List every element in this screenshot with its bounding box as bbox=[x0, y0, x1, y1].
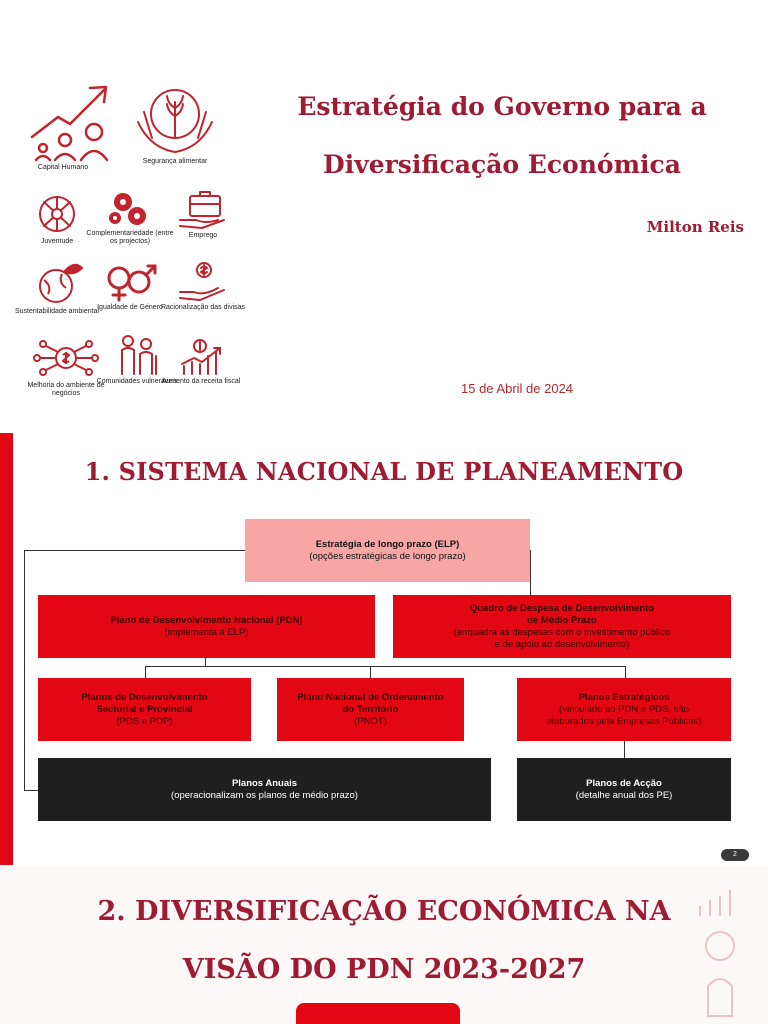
box-subtitle: (implementa a ELP) bbox=[164, 626, 249, 638]
box-title: Estratégia de longo prazo (ELP) bbox=[315, 538, 460, 550]
slide-title: 1. SISTEMA NACIONAL DE PLANEAMENTO bbox=[84, 457, 684, 486]
icon-emprego bbox=[158, 190, 248, 240]
icon-label: Igualdade de Género bbox=[97, 304, 163, 311]
box-subtitle: (PNOT) bbox=[354, 715, 387, 727]
human-capital-growth-icon bbox=[18, 82, 108, 162]
author-name: Milton Reis bbox=[646, 218, 744, 236]
icon-label: Melhoria do ambiente de negócios bbox=[27, 382, 105, 397]
icon-label: Aumento da receita fiscal bbox=[161, 378, 241, 385]
page-number-badge: 2 bbox=[721, 849, 749, 861]
connector-line bbox=[145, 666, 625, 667]
red-side-bar bbox=[0, 433, 13, 865]
connector-line bbox=[24, 550, 25, 790]
slide-sistema-planeamento bbox=[0, 433, 768, 865]
icon-label: Capital Humano bbox=[37, 164, 89, 171]
icon-capital-humano bbox=[18, 82, 108, 172]
box-title: Planos de Acção bbox=[586, 777, 662, 789]
box-title: Planos Estratégicos bbox=[578, 691, 670, 703]
connector-line bbox=[145, 666, 146, 678]
box-subtitle: (PDS e PDP) bbox=[116, 715, 173, 727]
connector-line bbox=[24, 790, 38, 791]
icon-label: Segurança alimentar bbox=[142, 158, 208, 165]
box-elp bbox=[245, 519, 530, 582]
briefcase-hand-icon bbox=[158, 190, 248, 230]
revenue-chart-icon bbox=[156, 336, 246, 376]
box-planos-anuais bbox=[38, 758, 491, 821]
icon-label: Sustentabilidade ambiental bbox=[14, 308, 100, 315]
box-pds bbox=[38, 678, 251, 741]
box-title: Plano Nacional de Ordenamento bbox=[297, 691, 444, 703]
box-pdn bbox=[38, 595, 375, 658]
box-planos-estrategicos bbox=[517, 678, 731, 741]
box-subtitle: (enquadra as despesas com o investimento público bbox=[453, 626, 671, 638]
presentation-date: 15 de Abril de 2024 bbox=[461, 381, 574, 396]
icon-receita-fiscal bbox=[156, 336, 246, 386]
box-title-2: de Médio Prazo bbox=[527, 614, 597, 626]
box-title-2: do Território bbox=[342, 703, 399, 715]
icon-racionalizacao-divisas bbox=[158, 260, 248, 312]
title-line-1: 2. DIVERSIFICAÇÃO ECONÓMICA NA bbox=[97, 896, 671, 927]
title-line-2: VISÃO DO PDN 2023-2027 bbox=[182, 954, 586, 985]
box-planos-accao bbox=[517, 758, 731, 821]
box-subtitle-2: e de apoio ao desenvolvimento) bbox=[494, 638, 630, 650]
currency-hand-icon bbox=[158, 260, 248, 302]
slide-diversificacao-pdn bbox=[0, 866, 768, 1024]
box-subtitle: (operacionalizam os planos de médio prazo) bbox=[171, 789, 358, 801]
box-subtitle: (detalhe anual dos PE) bbox=[575, 789, 673, 801]
icon-label: Comunidades vulneráveis bbox=[96, 378, 178, 385]
connector-line bbox=[530, 550, 531, 596]
title-line-2: Diversificação Económica bbox=[323, 150, 681, 179]
box-subtitle: (vinculado ao PDN e PDS, são bbox=[559, 703, 689, 715]
box-pnot bbox=[277, 678, 464, 741]
title-line-1: Estratégia do Governo para a bbox=[297, 92, 707, 121]
red-banner-shape bbox=[296, 1003, 460, 1024]
box-title: Quadro de Despesa de Desenvolvimento bbox=[469, 602, 655, 614]
box-title: Planos de Desenvolvimento bbox=[81, 691, 208, 703]
connector-line bbox=[370, 666, 371, 678]
box-title: Planos Anuais bbox=[231, 777, 298, 789]
food-security-icon bbox=[130, 82, 220, 156]
box-subtitle-2: elaborados pela Empresas Públicas) bbox=[546, 715, 702, 727]
slide-title bbox=[0, 0, 768, 432]
icon-label: Juventude bbox=[40, 238, 74, 245]
icon-label: Racionalização das divisas bbox=[160, 304, 246, 311]
icon-label: Emprego bbox=[188, 232, 218, 239]
icon-label: Complementariedade (entre os projectos) bbox=[86, 230, 174, 245]
box-title-2: Sectorial e Provincial bbox=[96, 703, 193, 715]
box-subtitle: (opções estratégicas de longo prazo) bbox=[309, 550, 466, 562]
connector-line bbox=[625, 666, 626, 678]
connector-line bbox=[624, 741, 625, 758]
box-title: Plano de Desenvolvimento Nacional (PDN) bbox=[110, 614, 303, 626]
connector-line bbox=[205, 658, 206, 666]
icon-seguranca-alimentar bbox=[130, 82, 220, 166]
box-qdmp bbox=[393, 595, 731, 658]
connector-line bbox=[24, 550, 245, 551]
